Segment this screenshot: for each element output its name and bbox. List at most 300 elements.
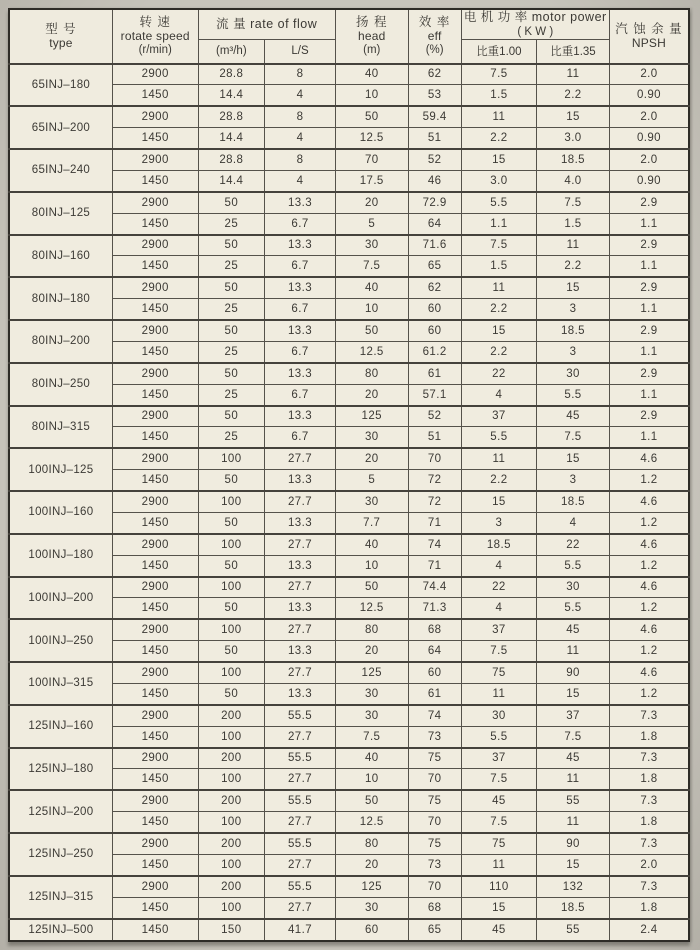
cell-head: 125 <box>335 406 408 427</box>
cell-flow-m3h: 200 <box>198 790 265 811</box>
cell-speed: 2900 <box>112 406 198 427</box>
cell-power-sg135: 1.5 <box>537 213 610 234</box>
cell-flow-ls: 55.5 <box>265 790 336 811</box>
header-motor-power <box>461 9 609 40</box>
cell-power-sg100: 5.5 <box>461 726 536 747</box>
header-eff-en: eff <box>427 29 442 44</box>
cell-power-sg135: 18.5 <box>537 149 610 170</box>
cell-eff: 75 <box>408 790 461 811</box>
cell-head: 7.7 <box>335 512 408 533</box>
cell-power-sg100: 4 <box>461 598 536 619</box>
cell-flow-ls: 13.3 <box>265 641 336 662</box>
cell-speed: 2900 <box>112 149 198 170</box>
cell-npsh: 2.0 <box>609 854 689 875</box>
cell-speed: 2900 <box>112 790 198 811</box>
cell-power-sg135: 45 <box>537 619 610 640</box>
cell-speed: 2900 <box>112 662 198 683</box>
cell-head: 5 <box>335 213 408 234</box>
cell-power-sg100: 11 <box>461 106 536 127</box>
cell-flow-m3h: 50 <box>198 512 265 533</box>
cell-power-sg100: 45 <box>461 919 536 942</box>
cell-eff: 68 <box>408 897 461 918</box>
header-power-unit: ( K W ) <box>517 26 554 38</box>
cell-head: 10 <box>335 555 408 576</box>
cell-eff: 68 <box>408 619 461 640</box>
cell-eff: 64 <box>408 213 461 234</box>
cell-power-sg135: 2.2 <box>537 85 610 106</box>
cell-power-sg135: 11 <box>537 64 610 85</box>
cell-npsh: 2.9 <box>609 320 689 341</box>
cell-eff: 61 <box>408 363 461 384</box>
cell-head: 40 <box>335 534 408 555</box>
cell-head: 80 <box>335 363 408 384</box>
cell-model: 80INJ–125 <box>9 192 112 235</box>
cell-flow-ls: 27.7 <box>265 534 336 555</box>
cell-model: 125INJ–315 <box>9 876 112 919</box>
cell-eff: 57.1 <box>408 384 461 405</box>
cell-model: 100INJ–180 <box>9 534 112 577</box>
cell-head: 40 <box>335 64 408 85</box>
cell-model: 65INJ–240 <box>9 149 112 192</box>
cell-flow-m3h: 200 <box>198 748 265 769</box>
cell-power-sg135: 22 <box>537 534 610 555</box>
cell-flow-ls: 13.3 <box>265 406 336 427</box>
cell-npsh: 2.0 <box>609 149 689 170</box>
table-body <box>9 64 689 942</box>
header-eff-unit: (%) <box>425 44 444 57</box>
header-power-sg135: 比重1.35 <box>537 40 610 64</box>
cell-power-sg135: 5.5 <box>537 384 610 405</box>
table-row <box>9 619 689 640</box>
cell-eff: 51 <box>408 427 461 448</box>
cell-eff: 52 <box>408 149 461 170</box>
cell-power-sg135: 11 <box>537 235 610 256</box>
pump-spec-table <box>8 8 690 942</box>
table-row <box>9 192 689 213</box>
cell-power-sg135: 11 <box>537 769 610 790</box>
cell-eff: 70 <box>408 812 461 833</box>
cell-power-sg135: 55 <box>537 919 610 942</box>
cell-eff: 74.4 <box>408 577 461 598</box>
cell-model: 100INJ–250 <box>9 619 112 662</box>
cell-speed: 1450 <box>112 683 198 704</box>
table-row <box>9 277 689 298</box>
cell-flow-ls: 4 <box>265 85 336 106</box>
cell-flow-m3h: 14.4 <box>198 128 265 149</box>
cell-speed: 1450 <box>112 641 198 662</box>
cell-head: 50 <box>335 320 408 341</box>
header-rotate-speed <box>112 9 198 64</box>
cell-eff: 72 <box>408 491 461 512</box>
cell-speed: 1450 <box>112 170 198 191</box>
cell-flow-m3h: 25 <box>198 256 265 277</box>
cell-npsh: 2.9 <box>609 406 689 427</box>
cell-eff: 51 <box>408 128 461 149</box>
cell-npsh: 1.8 <box>609 769 689 790</box>
cell-npsh: 1.1 <box>609 299 689 320</box>
cell-power-sg135: 55 <box>537 790 610 811</box>
cell-flow-ls: 6.7 <box>265 299 336 320</box>
cell-eff: 59.4 <box>408 106 461 127</box>
cell-power-sg135: 30 <box>537 577 610 598</box>
header-power-sg100: 比重1.00 <box>461 40 536 64</box>
cell-head: 80 <box>335 833 408 854</box>
cell-power-sg100: 2.2 <box>461 128 536 149</box>
cell-npsh: 2.0 <box>609 106 689 127</box>
cell-npsh: 1.1 <box>609 213 689 234</box>
cell-power-sg135: 18.5 <box>537 320 610 341</box>
cell-model: 100INJ–160 <box>9 491 112 534</box>
cell-npsh: 4.6 <box>609 662 689 683</box>
cell-power-sg100: 1.1 <box>461 213 536 234</box>
cell-head: 30 <box>335 235 408 256</box>
cell-npsh: 0.90 <box>609 128 689 149</box>
cell-eff: 46 <box>408 170 461 191</box>
cell-speed: 1450 <box>112 213 198 234</box>
cell-model: 100INJ–315 <box>9 662 112 705</box>
cell-flow-m3h: 50 <box>198 277 265 298</box>
cell-eff: 65 <box>408 919 461 942</box>
cell-flow-ls: 13.3 <box>265 235 336 256</box>
cell-eff: 72 <box>408 470 461 491</box>
cell-speed: 1450 <box>112 85 198 106</box>
cell-head: 125 <box>335 876 408 897</box>
cell-npsh: 1.2 <box>609 598 689 619</box>
cell-eff: 52 <box>408 406 461 427</box>
cell-flow-m3h: 28.8 <box>198 106 265 127</box>
cell-speed: 2900 <box>112 448 198 469</box>
cell-power-sg135: 3 <box>537 299 610 320</box>
cell-flow-ls: 13.3 <box>265 192 336 213</box>
cell-speed: 1450 <box>112 256 198 277</box>
header-npsh <box>609 9 689 64</box>
cell-power-sg100: 2.2 <box>461 341 536 362</box>
cell-flow-m3h: 100 <box>198 619 265 640</box>
cell-speed: 1450 <box>112 854 198 875</box>
cell-speed: 1450 <box>112 897 198 918</box>
cell-speed: 1450 <box>112 598 198 619</box>
cell-flow-ls: 13.3 <box>265 683 336 704</box>
cell-flow-ls: 8 <box>265 106 336 127</box>
cell-flow-ls: 6.7 <box>265 256 336 277</box>
cell-head: 40 <box>335 748 408 769</box>
table-row <box>9 577 689 598</box>
cell-npsh: 1.8 <box>609 726 689 747</box>
cell-flow-ls: 27.7 <box>265 577 336 598</box>
cell-npsh: 4.6 <box>609 491 689 512</box>
cell-head: 17.5 <box>335 170 408 191</box>
table-row <box>9 748 689 769</box>
cell-flow-m3h: 50 <box>198 192 265 213</box>
header-speed-unit: (r/min) <box>138 44 172 57</box>
header-type-en: type <box>49 36 73 51</box>
cell-speed: 2900 <box>112 748 198 769</box>
cell-power-sg135: 3 <box>537 470 610 491</box>
cell-head: 10 <box>335 769 408 790</box>
cell-power-sg100: 15 <box>461 320 536 341</box>
cell-eff: 61 <box>408 683 461 704</box>
cell-power-sg100: 7.5 <box>461 769 536 790</box>
cell-npsh: 1.8 <box>609 897 689 918</box>
cell-npsh: 4.6 <box>609 448 689 469</box>
table-row <box>9 662 689 683</box>
cell-power-sg100: 2.2 <box>461 470 536 491</box>
table-row <box>9 534 689 555</box>
header-flow-m3h: (m³/h) <box>198 40 265 64</box>
cell-head: 125 <box>335 662 408 683</box>
cell-power-sg100: 5.5 <box>461 427 536 448</box>
cell-eff: 74 <box>408 534 461 555</box>
cell-head: 20 <box>335 854 408 875</box>
cell-power-sg135: 45 <box>537 406 610 427</box>
cell-flow-ls: 41.7 <box>265 919 336 942</box>
cell-power-sg100: 7.5 <box>461 235 536 256</box>
cell-flow-m3h: 25 <box>198 299 265 320</box>
cell-power-sg100: 5.5 <box>461 192 536 213</box>
cell-power-sg100: 11 <box>461 448 536 469</box>
cell-npsh: 2.4 <box>609 919 689 942</box>
cell-npsh: 2.9 <box>609 235 689 256</box>
cell-npsh: 0.90 <box>609 85 689 106</box>
cell-npsh: 1.8 <box>609 812 689 833</box>
cell-eff: 70 <box>408 769 461 790</box>
cell-head: 20 <box>335 641 408 662</box>
cell-head: 50 <box>335 106 408 127</box>
cell-head: 20 <box>335 192 408 213</box>
cell-head: 80 <box>335 619 408 640</box>
cell-flow-m3h: 50 <box>198 598 265 619</box>
cell-eff: 70 <box>408 448 461 469</box>
cell-npsh: 2.9 <box>609 363 689 384</box>
cell-speed: 2900 <box>112 833 198 854</box>
cell-flow-m3h: 100 <box>198 769 265 790</box>
cell-head: 10 <box>335 85 408 106</box>
cell-power-sg135: 30 <box>537 363 610 384</box>
header-npsh-en: NPSH <box>631 36 666 51</box>
cell-flow-ls: 27.7 <box>265 619 336 640</box>
cell-speed: 2900 <box>112 876 198 897</box>
cell-head: 50 <box>335 790 408 811</box>
cell-power-sg100: 1.5 <box>461 256 536 277</box>
cell-speed: 1450 <box>112 128 198 149</box>
cell-flow-m3h: 14.4 <box>198 85 265 106</box>
cell-speed: 1450 <box>112 919 198 942</box>
cell-flow-m3h: 25 <box>198 341 265 362</box>
cell-flow-ls: 13.3 <box>265 555 336 576</box>
cell-power-sg100: 37 <box>461 619 536 640</box>
table-row <box>9 876 689 897</box>
cell-flow-ls: 13.3 <box>265 470 336 491</box>
cell-eff: 60 <box>408 299 461 320</box>
cell-npsh: 2.9 <box>609 277 689 298</box>
cell-head: 50 <box>335 577 408 598</box>
header-head-zh: 扬 程 <box>356 15 388 30</box>
cell-power-sg100: 15 <box>461 149 536 170</box>
header-eff <box>408 9 461 64</box>
cell-model: 125INJ–500 <box>9 919 112 942</box>
cell-speed: 2900 <box>112 192 198 213</box>
cell-power-sg100: 37 <box>461 748 536 769</box>
cell-power-sg135: 15 <box>537 277 610 298</box>
cell-power-sg100: 75 <box>461 833 536 854</box>
table-row <box>9 833 689 854</box>
cell-eff: 71.6 <box>408 235 461 256</box>
cell-speed: 1450 <box>112 299 198 320</box>
cell-head: 40 <box>335 277 408 298</box>
cell-power-sg135: 132 <box>537 876 610 897</box>
cell-flow-m3h: 50 <box>198 320 265 341</box>
cell-eff: 64 <box>408 641 461 662</box>
cell-power-sg135: 7.5 <box>537 192 610 213</box>
cell-model: 80INJ–160 <box>9 235 112 278</box>
cell-head: 7.5 <box>335 256 408 277</box>
cell-power-sg135: 18.5 <box>537 897 610 918</box>
cell-flow-ls: 27.7 <box>265 812 336 833</box>
cell-flow-ls: 6.7 <box>265 213 336 234</box>
header-head <box>335 9 408 64</box>
cell-head: 7.5 <box>335 726 408 747</box>
table-row <box>9 406 689 427</box>
cell-eff: 71 <box>408 512 461 533</box>
cell-speed: 1450 <box>112 812 198 833</box>
cell-npsh: 1.1 <box>609 256 689 277</box>
cell-npsh: 2.9 <box>609 192 689 213</box>
cell-flow-ls: 13.3 <box>265 512 336 533</box>
header-type <box>9 9 112 64</box>
cell-flow-m3h: 50 <box>198 641 265 662</box>
cell-flow-ls: 55.5 <box>265 705 336 726</box>
cell-speed: 1450 <box>112 512 198 533</box>
cell-flow-m3h: 100 <box>198 812 265 833</box>
cell-speed: 1450 <box>112 341 198 362</box>
cell-head: 12.5 <box>335 341 408 362</box>
cell-power-sg100: 15 <box>461 897 536 918</box>
cell-speed: 2900 <box>112 106 198 127</box>
cell-npsh: 4.6 <box>609 577 689 598</box>
cell-flow-m3h: 150 <box>198 919 265 942</box>
cell-power-sg100: 1.5 <box>461 85 536 106</box>
header-flow-title: 流 量 rate of flow <box>216 17 318 31</box>
cell-flow-m3h: 200 <box>198 833 265 854</box>
cell-power-sg100: 30 <box>461 705 536 726</box>
table-row <box>9 448 689 469</box>
table-row <box>9 705 689 726</box>
cell-model: 80INJ–200 <box>9 320 112 363</box>
cell-power-sg135: 3.0 <box>537 128 610 149</box>
table-row <box>9 149 689 170</box>
cell-head: 30 <box>335 427 408 448</box>
table-row <box>9 919 689 942</box>
cell-power-sg135: 45 <box>537 748 610 769</box>
cell-flow-ls: 27.7 <box>265 662 336 683</box>
cell-flow-ls: 27.7 <box>265 448 336 469</box>
cell-npsh: 7.3 <box>609 833 689 854</box>
header-power-title: 电 机 功 率 motor power <box>463 10 607 24</box>
cell-speed: 2900 <box>112 320 198 341</box>
cell-head: 20 <box>335 448 408 469</box>
cell-power-sg100: 22 <box>461 577 536 598</box>
header-speed-en: rotate speed <box>120 29 190 44</box>
table-header <box>9 9 689 64</box>
cell-npsh: 7.3 <box>609 790 689 811</box>
cell-speed: 2900 <box>112 534 198 555</box>
table-row <box>9 106 689 127</box>
cell-flow-m3h: 25 <box>198 427 265 448</box>
cell-npsh: 7.3 <box>609 705 689 726</box>
cell-head: 70 <box>335 149 408 170</box>
header-head-unit: (m) <box>363 44 381 57</box>
cell-head: 12.5 <box>335 598 408 619</box>
cell-power-sg100: 75 <box>461 662 536 683</box>
cell-npsh: 0.90 <box>609 170 689 191</box>
cell-flow-m3h: 50 <box>198 683 265 704</box>
cell-speed: 2900 <box>112 363 198 384</box>
cell-flow-m3h: 25 <box>198 213 265 234</box>
cell-power-sg100: 7.5 <box>461 812 536 833</box>
cell-flow-m3h: 100 <box>198 726 265 747</box>
table-row <box>9 235 689 256</box>
cell-power-sg100: 7.5 <box>461 641 536 662</box>
cell-eff: 73 <box>408 854 461 875</box>
cell-speed: 2900 <box>112 235 198 256</box>
cell-flow-m3h: 50 <box>198 470 265 491</box>
cell-model: 65INJ–180 <box>9 64 112 107</box>
cell-power-sg100: 3.0 <box>461 170 536 191</box>
cell-model: 125INJ–160 <box>9 705 112 748</box>
cell-flow-m3h: 50 <box>198 363 265 384</box>
cell-flow-ls: 8 <box>265 64 336 85</box>
table-row <box>9 320 689 341</box>
cell-npsh: 1.2 <box>609 683 689 704</box>
cell-flow-ls: 27.7 <box>265 491 336 512</box>
cell-flow-ls: 13.3 <box>265 363 336 384</box>
cell-npsh: 1.2 <box>609 555 689 576</box>
cell-eff: 53 <box>408 85 461 106</box>
cell-model: 80INJ–250 <box>9 363 112 406</box>
cell-power-sg100: 110 <box>461 876 536 897</box>
cell-npsh: 4.6 <box>609 534 689 555</box>
cell-npsh: 1.2 <box>609 641 689 662</box>
cell-speed: 1450 <box>112 769 198 790</box>
cell-npsh: 7.3 <box>609 748 689 769</box>
cell-flow-m3h: 28.8 <box>198 64 265 85</box>
cell-flow-ls: 13.3 <box>265 277 336 298</box>
cell-eff: 71.3 <box>408 598 461 619</box>
cell-flow-ls: 13.3 <box>265 320 336 341</box>
cell-head: 20 <box>335 384 408 405</box>
cell-npsh: 2.0 <box>609 64 689 85</box>
cell-flow-ls: 13.3 <box>265 598 336 619</box>
header-flow-ls: L/S <box>265 40 336 64</box>
cell-power-sg100: 4 <box>461 555 536 576</box>
header-speed-zh: 转 速 <box>139 15 171 30</box>
cell-model: 100INJ–200 <box>9 577 112 620</box>
cell-speed: 1450 <box>112 427 198 448</box>
cell-flow-ls: 4 <box>265 128 336 149</box>
cell-eff: 72.9 <box>408 192 461 213</box>
header-npsh-zh: 汽 蚀 余 量 <box>615 22 683 37</box>
cell-flow-ls: 8 <box>265 149 336 170</box>
cell-flow-ls: 27.7 <box>265 769 336 790</box>
cell-power-sg135: 3 <box>537 341 610 362</box>
cell-flow-ls: 55.5 <box>265 748 336 769</box>
cell-flow-m3h: 100 <box>198 662 265 683</box>
cell-flow-ls: 4 <box>265 170 336 191</box>
cell-power-sg100: 37 <box>461 406 536 427</box>
cell-npsh: 4.6 <box>609 619 689 640</box>
cell-flow-ls: 27.7 <box>265 897 336 918</box>
cell-flow-m3h: 100 <box>198 577 265 598</box>
